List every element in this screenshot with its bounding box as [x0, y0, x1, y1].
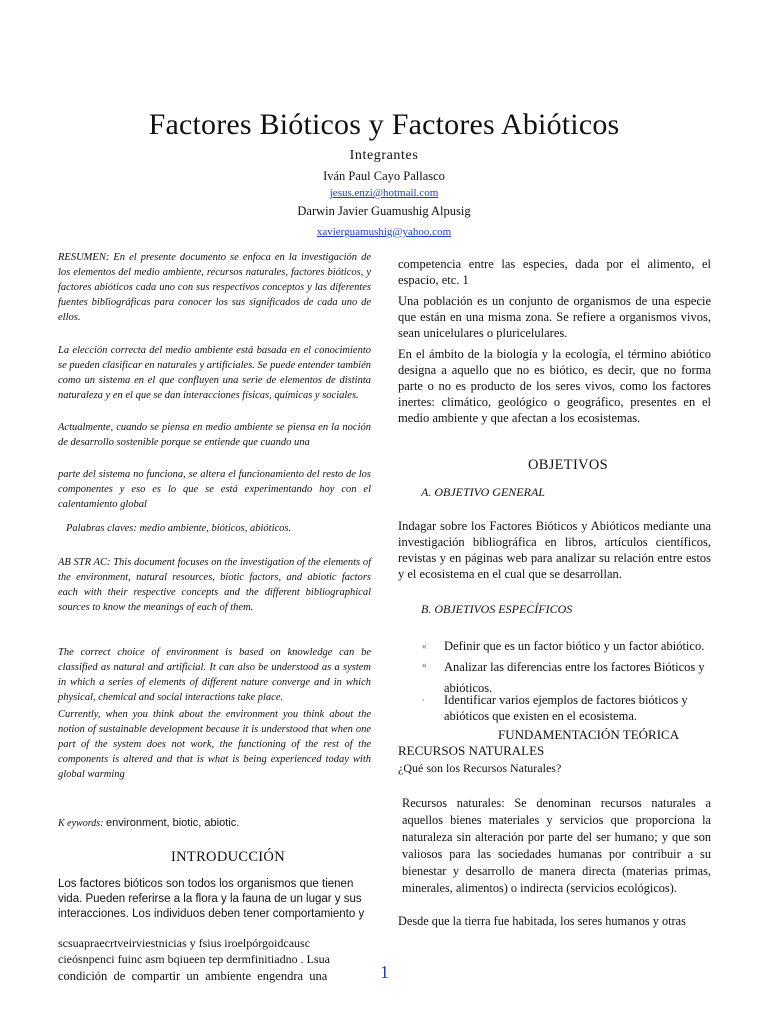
objetivos-heading: OBJETIVOS	[527, 457, 609, 473]
last-line: Desde que la tierra fue habitada, los seres humanos y otras	[398, 914, 686, 928]
page-number: 1	[380, 962, 389, 982]
intro-last-line: condición de compartir un ambiente engendra una	[58, 969, 328, 983]
keywords-value: environment, biotic, abiotic.	[105, 817, 240, 829]
intro-paragraph: Los factores bióticos son todos los organismos que tienen vida. Pueden referirse a la flora y la fauna de un lugar y sus interacciones. Los individuos deben tener comportamiento y	[58, 878, 365, 920]
keywords-line	[58, 816, 371, 831]
bullet-icon: «	[422, 660, 427, 670]
intro-garbled-line-1: scsuapraecrtveirviestnicias y fsius iroelpórgoidcausc	[58, 936, 311, 950]
objetivo-general-text: Indagar sobre los Factores Bióticos y Abióticos mediante una investigación bibliográfica en libros, artículos científicos, revistas y en páginas web para analizar su relación entre estos y el ecosistema en el cual que se desarrollan.	[398, 519, 711, 581]
bullet-item-1: « Definir que es un factor biótico y un factor abiótico.	[422, 639, 705, 653]
objetivo-general-heading: A. OBJETIVO GENERAL	[421, 485, 545, 499]
abstract-paragraph-2: The correct choice of environment is based on knowledge can be classified as natural and artificial. It can also be understood as a system in which a series of elements of different nature converge and in which physical, chemical and social interactions take place.	[58, 647, 371, 703]
poblacion-paragraph: Una población es un conjunto de organismos de una especie que están en una misma zona. Se refiere a organismos vivos, sean unicelulares o pluricelulares.	[398, 294, 711, 340]
resumen-paragraph: RESUMEN: En el presente documento se enfoca en la investigación de los elementos del medio ambiente, recursos naturales, factores bióticos, y factores abióticos cada uno con sus respectivos conceptos y las diferentes fuentes bibliográficas para conocer los sus significados de cada uno de ellos.	[58, 252, 371, 323]
email-link-1[interactable]: jesus.enzi@hotmail.com	[329, 187, 439, 199]
intro-garbled-line-2: cieósnpenci fuinc asm bqiueen tep dermfinitiadno . Lsua	[58, 952, 330, 966]
keywords-label: K eywords:	[58, 818, 104, 829]
document-title: Factores Bióticos y Factores Abióticos	[148, 108, 620, 141]
intro-heading: INTRODUCCIÓN	[171, 849, 285, 865]
recursos-naturales-heading: RECURSOS NATURALES	[398, 743, 545, 758]
bullet-item-3: · Identificar varios ejemplos de factores bióticos y abióticos que existen en el ecosistema.	[422, 693, 688, 723]
fundamentacion-heading: FUNDAMENTACIÓN TEÓRICA	[498, 727, 680, 742]
recursos-question: ¿Qué son los Recursos Naturales?	[398, 761, 562, 775]
author-2: Darwin Javier Guamushig Alpusig	[297, 204, 471, 218]
resumen-paragraph-3: Actualmente, cuando se piensa en medio ambiente se piensa en la noción de desarrollo sostenible porque se entiende que cuando una	[58, 422, 371, 448]
recursos-paragraph: Recursos naturales: Se denominan recursos naturales a aquellos bienes materiales y servicios que proporciona la naturaleza sin alteración por parte del ser humano; y que son valiosos para las sociedades humanas por contribuir a su bienestar y desarrollo de manera directa (materias primas, minerales, alimentos) o indirecta (servicios ecológicos).	[402, 796, 711, 895]
resumen-paragraph-4: parte del sistema no funciona, se altera el funcionamiento del resto de los componentes y eso es lo que se está experimentando hoy con el calentamiento global	[58, 469, 371, 510]
bullet-icon: «	[422, 641, 427, 651]
abstract-paragraph: AB STR AC: This document focuses on the investigation of the elements of the environment, natural resources, biotic factors, and abiotic factors each with their respective concepts and the different bibliographical sources to know the meanings of each of them.	[58, 557, 371, 613]
integrantes-label: Integrantes	[349, 148, 419, 163]
author-1: Iván Paul Cayo Pallasco	[323, 169, 445, 183]
bullet-item-2: « Analizar las diferencias entre los factores Bióticos y abióticos.	[422, 657, 712, 699]
objetivos-especificos-heading: B. OBJETIVOS ESPECÍFICOS	[421, 602, 573, 616]
abstract-paragraph-3: Currently, when you think about the environment you think about the notion of sustainable development because it is understood that when one part of the system does not work, the functioning of the rest of the components is altered and that is what is being experienced today with global warming	[58, 709, 371, 780]
palabras-claves: Palabras claves: medio ambiente, bióticos, abióticos.	[66, 523, 292, 534]
abiotico-paragraph: En el ámbito de la biología y la ecología, el término abiótico designa a aquello que no es biótico, es decir, que no forma parte o no es producto de los seres vivos, como los factores inertes: climático, geológico o geográfico, presentes en el medio ambiente y que afectan a los ecosistemas.	[398, 347, 711, 425]
competencia-paragraph: competencia entre las especies, dada por el alimento, el espacio, etc. 1	[398, 257, 711, 287]
bullet-icon: ·	[422, 695, 425, 705]
resumen-paragraph-2: La elección correcta del medio ambiente está basada en el conocimiento se pueden clasificar en naturales y artificiales. Se puede entender también como un sistema en el que confluyen una serie de elementos de distinta naturaleza y en el que se dan interacciones físicas, químicas y sociales.	[58, 345, 371, 401]
email-link-2[interactable]: xavierguamushig@yahoo.com	[316, 226, 452, 238]
